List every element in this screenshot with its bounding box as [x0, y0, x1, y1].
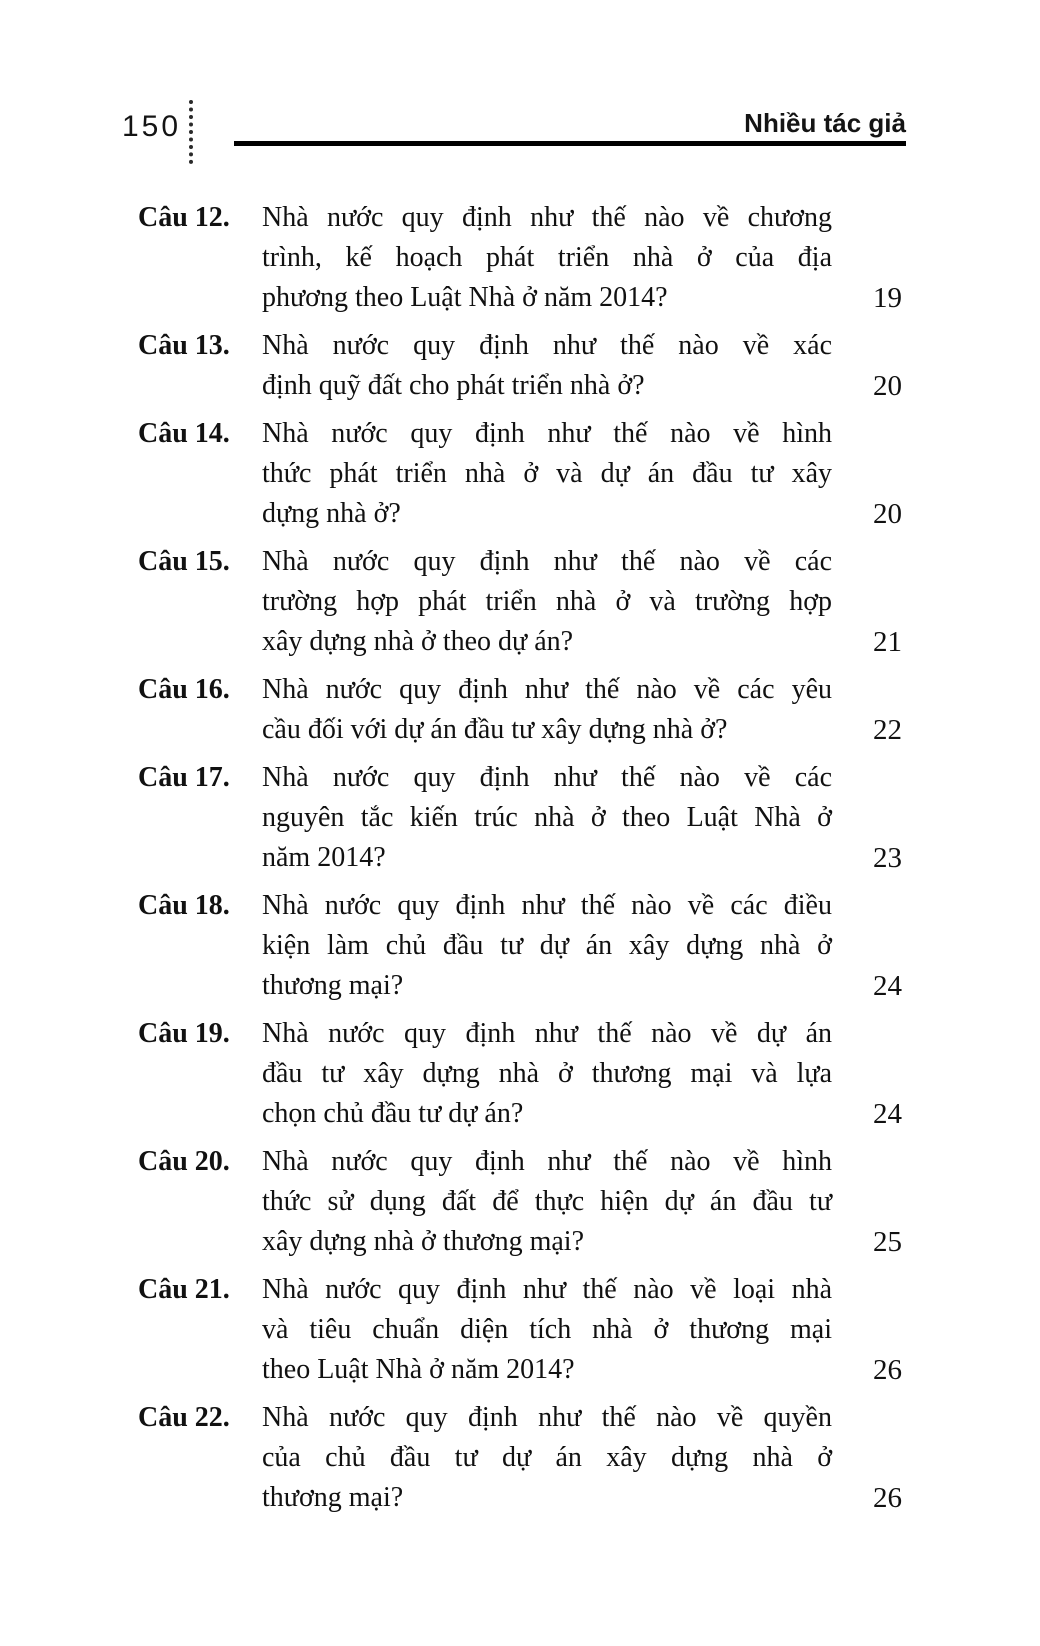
- running-head: Nhiều tác giả: [744, 108, 906, 138]
- entry-page: 24: [873, 1098, 902, 1130]
- entry-line: dựng nhà ở?: [262, 498, 401, 529]
- entry-page: 23: [873, 842, 902, 874]
- entry-line: nguyên tắc kiến trúc nhà ở theo Luật Nhà ở: [262, 802, 832, 833]
- entry-label: Câu 15.: [138, 546, 230, 577]
- entry-label: Câu 20.: [138, 1146, 230, 1177]
- toc-entry: [138, 670, 902, 750]
- entry-line: Nhà nước quy định như thế nào về hình: [262, 1146, 832, 1177]
- entry-line: xây dựng nhà ở theo dự án?: [262, 626, 574, 657]
- toc-entry: [138, 1398, 902, 1518]
- entry-page: 21: [873, 626, 902, 658]
- entry-line: Nhà nước quy định như thế nào về quyền: [262, 1402, 832, 1433]
- entry-label: Câu 13.: [138, 330, 230, 361]
- entry-label: Câu 19.: [138, 1018, 230, 1049]
- entry-lines: [262, 670, 832, 750]
- entry-lines: [262, 542, 832, 662]
- entry-line: và tiêu chuẩn diện tích nhà ở thương mại: [262, 1314, 832, 1345]
- entry-line: Nhà nước quy định như thế nào về chương: [262, 202, 832, 233]
- entry-label: Câu 14.: [138, 418, 230, 449]
- entry-page: 20: [873, 498, 902, 530]
- entry-page: 25: [873, 1226, 902, 1258]
- entry-page: 20: [873, 370, 902, 402]
- entry-page: 26: [873, 1482, 902, 1514]
- entry-line: chọn chủ đầu tư dự án?: [262, 1098, 524, 1129]
- entry-line: phương theo Luật Nhà ở năm 2014?: [262, 282, 668, 313]
- entry-line: trình, kế hoạch phát triển nhà ở của địa: [262, 242, 832, 273]
- page-header: [0, 0, 1040, 198]
- entry-line: thương mại?: [262, 970, 404, 1001]
- toc-entry: [138, 886, 902, 1006]
- entry-line: năm 2014?: [262, 842, 386, 873]
- entry-line: theo Luật Nhà ở năm 2014?: [262, 1354, 575, 1385]
- entry-line: kiện làm chủ đầu tư dự án xây dựng nhà ở: [262, 930, 832, 961]
- toc-list: [138, 198, 902, 1518]
- entry-line: Nhà nước quy định như thế nào về các điều: [262, 890, 832, 921]
- entry-page: 19: [873, 282, 902, 314]
- toc-entry: [138, 542, 902, 662]
- entry-line: Nhà nước quy định như thế nào về hình: [262, 418, 832, 449]
- entry-line: Nhà nước quy định như thế nào về các: [262, 546, 832, 577]
- entry-label: Câu 22.: [138, 1402, 230, 1433]
- entry-lines: [262, 886, 832, 1006]
- entry-line: Nhà nước quy định như thế nào về các: [262, 762, 832, 793]
- entry-lines: [262, 1270, 832, 1390]
- entry-label: Câu 12.: [138, 202, 230, 233]
- entry-line: đầu tư xây dựng nhà ở thương mại và lựa: [262, 1058, 832, 1089]
- entry-lines: [262, 326, 832, 406]
- entry-line: Nhà nước quy định như thế nào về dự án: [262, 1018, 832, 1049]
- entry-lines: [262, 414, 832, 534]
- entry-label: Câu 21.: [138, 1274, 230, 1305]
- entry-line: định quỹ đất cho phát triển nhà ở?: [262, 370, 645, 401]
- entry-lines: [262, 1014, 832, 1134]
- entry-line: Nhà nước quy định như thế nào về loại nhà: [262, 1274, 832, 1305]
- entry-page: 24: [873, 970, 902, 1002]
- toc-entry: [138, 326, 902, 406]
- header-rule: [234, 141, 906, 146]
- toc-entry: [138, 758, 902, 878]
- toc-entry: [138, 1142, 902, 1262]
- entry-line: cầu đối với dự án đầu tư xây dựng nhà ở?: [262, 714, 728, 745]
- entry-lines: [262, 1398, 832, 1518]
- entry-line: Nhà nước quy định như thế nào về các yêu: [262, 674, 832, 705]
- folio-page-number: 150: [122, 110, 182, 143]
- toc-entry: [138, 1270, 902, 1390]
- entry-line: thức sử dụng đất để thực hiện dự án đầu tư: [262, 1186, 832, 1217]
- toc-entry: [138, 1014, 902, 1134]
- entry-label: Câu 16.: [138, 674, 230, 705]
- entry-line: thương mại?: [262, 1482, 404, 1513]
- entry-label: Câu 17.: [138, 762, 230, 793]
- toc-entry: [138, 414, 902, 534]
- toc-entry: [138, 198, 902, 318]
- entry-line: của chủ đầu tư dự án xây dựng nhà ở: [262, 1442, 832, 1473]
- chain-ornament-icon: [189, 100, 193, 164]
- entry-page: 26: [873, 1354, 902, 1386]
- entry-line: trường hợp phát triển nhà ở và trường hợp: [262, 586, 832, 617]
- entry-line: thức phát triển nhà ở và dự án đầu tư xây: [262, 458, 832, 489]
- entry-line: xây dựng nhà ở thương mại?: [262, 1226, 585, 1257]
- entry-lines: [262, 758, 832, 878]
- entry-lines: [262, 1142, 832, 1262]
- entry-label: Câu 18.: [138, 890, 230, 921]
- entry-page: 22: [873, 714, 902, 746]
- entry-line: Nhà nước quy định như thế nào về xác: [262, 330, 832, 361]
- entry-lines: [262, 198, 832, 318]
